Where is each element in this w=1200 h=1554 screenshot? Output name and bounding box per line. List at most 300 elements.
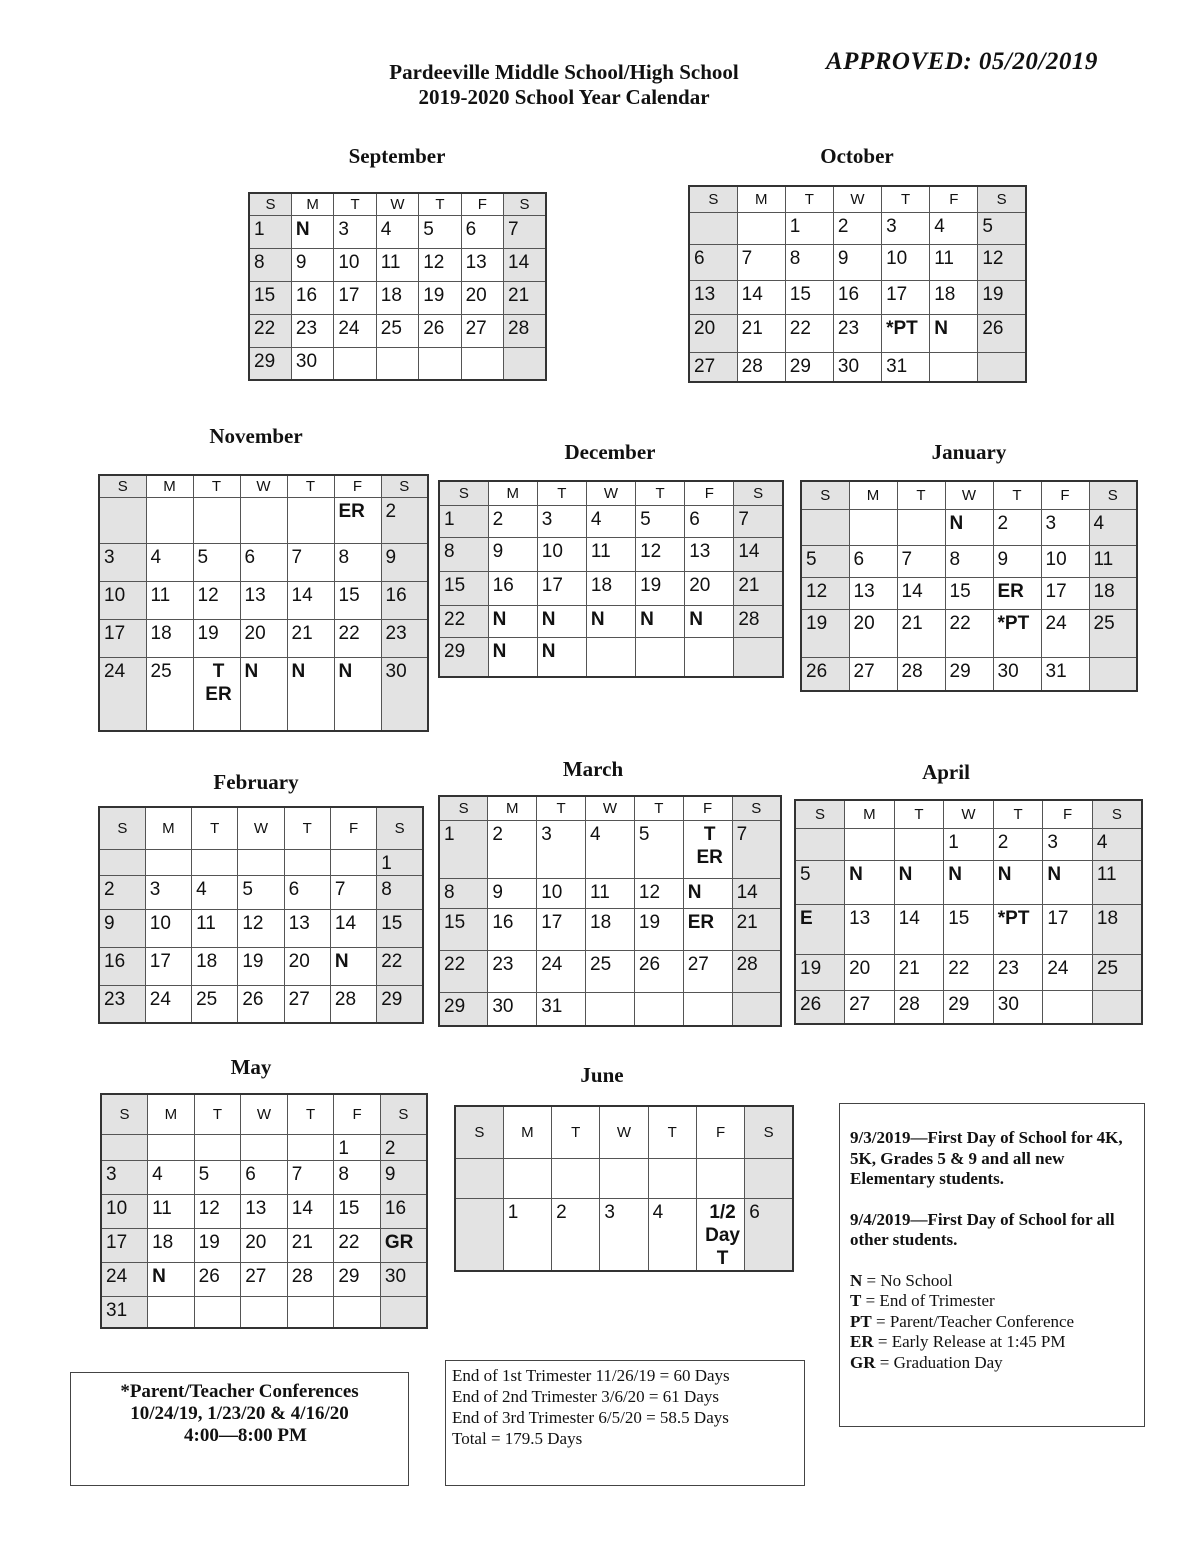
day-cell: 28 [737,352,785,382]
week-row [101,1228,427,1262]
day-header: W [944,800,994,828]
school-name: Pardeeville Middle School/High School [389,60,739,84]
day-cell: 3 [1043,828,1093,860]
day-header: M [488,481,537,505]
day-cell: 6 [849,545,897,577]
day-cell: 18 [586,571,635,605]
day-cell: 2 [99,875,145,909]
week-row [99,875,423,909]
day-cell: 2 [380,1134,427,1160]
day-header: W [600,1106,648,1158]
day-header: S [380,1094,427,1134]
week-row [99,909,423,947]
day-cell: 5 [419,215,461,248]
day-cell: 24 [537,950,586,992]
day-cell: 15 [334,581,381,619]
day-cell: 23 [99,985,145,1023]
day-cell: *PT [993,609,1041,657]
day-cell: 14 [732,878,781,908]
day-cell: 24 [101,1262,148,1296]
week-row [439,605,783,637]
day-header: S [795,800,845,828]
day-cell: 6 [689,244,737,280]
day-cell: 28 [734,605,783,637]
day-cell: 23 [833,314,881,352]
day-header: T [882,186,930,212]
day-cell [930,352,978,382]
day-cell: 3 [101,1160,148,1194]
day-cell: 26 [238,985,284,1023]
day-cell: 13 [284,909,330,947]
day-cell: 25 [146,657,193,731]
day-cell: 14 [504,248,546,281]
day-header: F [683,796,732,820]
day-cell: 3 [334,215,376,248]
day-cell: 17 [882,280,930,314]
day-header: T [419,193,461,215]
day-header: T [287,1094,334,1134]
day-cell: 24 [334,314,376,347]
day-cell: N [845,860,895,904]
day-cell [600,1158,648,1198]
first-day-note-1: 9/3/2019—First Day of School for 4K, 5K, Grades 5 & 9 and all new Elementary students. [850,1128,1123,1188]
day-cell: 21 [504,281,546,314]
day-cell: N [330,947,376,985]
day-header: S [978,186,1026,212]
day-header: F [1041,481,1089,509]
day-cell: 3 [537,505,586,537]
day-cell [148,1134,195,1160]
day-cell: 14 [287,1194,334,1228]
week-row [101,1160,427,1194]
day-cell [330,849,376,875]
day-cell: 3 [145,875,191,909]
day-cell: 28 [287,1262,334,1296]
day-cell: 16 [488,908,537,950]
day-cell: 25 [1092,954,1142,990]
day-cell: N [944,860,994,904]
day-cell: 17 [99,619,146,657]
legend-list [850,1271,1136,1374]
day-cell [696,1158,744,1198]
week-row [99,543,428,581]
day-header: W [241,1094,288,1134]
day-header: W [586,481,635,505]
day-cell: 20 [461,281,503,314]
day-cell: 24 [1041,609,1089,657]
week-row [439,537,783,571]
day-cell: 25 [376,314,418,347]
day-header: T [785,186,833,212]
week-row [99,947,423,985]
day-cell: 26 [978,314,1026,352]
day-cell: 18 [146,619,193,657]
day-cell: 18 [586,908,635,950]
week-row [801,577,1137,609]
school-year: 2019-2020 School Year Calendar [418,85,710,109]
week-row [101,1134,427,1160]
day-cell: 19 [978,280,1026,314]
day-cell: 3 [537,820,586,878]
day-cell: 15 [249,281,291,314]
day-cell: 8 [249,248,291,281]
day-cell: 14 [737,280,785,314]
day-header: S [99,807,145,849]
day-cell: T ER [193,657,240,731]
month-title-january: January [931,440,1007,464]
week-row [101,1262,427,1296]
day-cell: N [993,860,1043,904]
day-cell: 5 [795,860,845,904]
week-row [99,985,423,1023]
day-cell: 22 [945,609,993,657]
day-cell [146,497,193,543]
week-row [439,992,781,1026]
day-cell: 5 [634,820,683,878]
day-header: S [99,475,146,497]
month-title-october: October [820,144,894,168]
week-row [249,314,546,347]
day-cell: N [488,605,537,637]
calendar-november [98,474,429,732]
day-cell: 6 [745,1198,793,1271]
trimester-2-line: End of 2nd Trimester 3/6/20 = 61 Days [452,1387,719,1406]
day-cell [99,849,145,875]
day-cell: 15 [944,904,994,954]
day-cell: 10 [882,244,930,280]
day-cell: 9 [488,537,537,571]
day-header: S [101,1094,148,1134]
day-cell: ER [993,577,1041,609]
day-cell: 28 [504,314,546,347]
day-cell: 17 [537,908,586,950]
day-cell: 18 [1089,577,1137,609]
month-title-may: May [230,1055,272,1079]
day-cell: 8 [945,545,993,577]
week-row [439,908,781,950]
day-cell: 4 [1092,828,1142,860]
day-header: S [1089,481,1137,509]
day-cell: 28 [732,950,781,992]
day-cell [689,212,737,244]
day-cell: 1 [944,828,994,860]
day-cell: 31 [882,352,930,382]
day-cell: 16 [833,280,881,314]
day-cell: 10 [1041,545,1089,577]
week-row [795,954,1142,990]
legend-box [839,1103,1145,1427]
day-cell: 11 [586,878,635,908]
day-cell: 7 [287,543,334,581]
day-header: S [381,475,428,497]
legend-item-conference: PT = Parent/Teacher Conference [850,1311,1075,1331]
day-header: W [586,796,635,820]
day-cell: 15 [945,577,993,609]
day-cell [101,1134,148,1160]
day-header: F [461,193,503,215]
day-cell: 24 [1043,954,1093,990]
day-cell: 1/2 Day T [696,1198,744,1271]
day-cell: 8 [785,244,833,280]
day-cell: 21 [287,619,334,657]
calendar-january [800,480,1138,692]
day-cell: 16 [291,281,333,314]
day-cell: 10 [537,537,586,571]
day-cell: 9 [381,543,428,581]
day-cell: 14 [330,909,376,947]
day-cell [586,992,635,1026]
day-cell: 4 [586,505,635,537]
day-cell: N [685,605,734,637]
day-cell: 16 [380,1194,427,1228]
day-cell: 3 [600,1198,648,1271]
day-cell [586,637,635,677]
day-cell: 11 [146,581,193,619]
day-cell: *PT [993,904,1043,954]
day-cell: 20 [849,609,897,657]
day-cell: 23 [291,314,333,347]
day-cell: 7 [897,545,945,577]
day-cell: 7 [734,505,783,537]
day-cell: 19 [238,947,284,985]
day-cell: 28 [897,657,945,691]
day-cell: N [930,314,978,352]
day-cell: N [1043,860,1093,904]
day-cell: 30 [993,657,1041,691]
day-cell: 29 [439,637,488,677]
trimester-1-line: End of 1st Trimester 11/26/19 = 60 Days [452,1366,730,1385]
day-cell: 30 [381,657,428,731]
day-cell: 13 [849,577,897,609]
day-cell: 23 [488,950,537,992]
week-row [689,352,1026,382]
month-title-september: September [348,144,446,168]
day-cell: 29 [945,657,993,691]
day-header: M [503,1106,551,1158]
day-cell: 13 [461,248,503,281]
day-cell: 15 [334,1194,381,1228]
day-cell: 6 [240,543,287,581]
day-cell: 13 [241,1194,288,1228]
day-header-row [99,807,423,849]
day-cell: 11 [1092,860,1142,904]
day-cell: 9 [993,545,1041,577]
day-cell: 27 [461,314,503,347]
day-cell: 11 [586,537,635,571]
day-cell: N [334,657,381,731]
day-cell: GR [380,1228,427,1262]
day-cell: 29 [785,352,833,382]
day-cell: 9 [99,909,145,947]
day-cell: 31 [1041,657,1089,691]
day-cell [238,849,284,875]
day-cell: 9 [833,244,881,280]
day-header: T [287,475,334,497]
day-cell: 8 [439,878,488,908]
day-cell [148,1296,195,1328]
conferences-dates: 10/24/19, 1/23/20 & 4/16/20 [130,1403,349,1424]
day-cell: E [795,904,845,954]
week-row [689,280,1026,314]
day-header-row [689,186,1026,212]
day-cell [648,1158,696,1198]
day-header: W [945,481,993,509]
day-cell: 10 [99,581,146,619]
day-cell: 21 [732,908,781,950]
day-header-row [99,475,428,497]
day-cell [287,1134,334,1160]
week-row [249,347,546,380]
day-cell: 17 [537,571,586,605]
day-cell: 26 [801,657,849,691]
day-cell: 4 [148,1160,195,1194]
day-cell: 14 [287,581,334,619]
trimester-summary-box [445,1360,805,1486]
day-cell: 5 [801,545,849,577]
day-header: S [439,481,488,505]
month-title-february: February [213,770,299,794]
day-cell: 11 [376,248,418,281]
day-cell: N [287,657,334,731]
day-cell: N [945,509,993,545]
day-header: S [504,193,546,215]
day-cell [552,1158,600,1198]
legend-item-no-school: N = No School [850,1270,953,1290]
week-row [101,1296,427,1328]
day-cell: 3 [1041,509,1089,545]
day-cell: 9 [291,248,333,281]
day-cell: 5 [978,212,1026,244]
day-cell: T ER [683,820,732,878]
day-cell: 15 [439,571,488,605]
day-cell [145,849,191,875]
day-header: F [1043,800,1093,828]
calendar-april [794,799,1143,1025]
day-cell: 28 [894,990,944,1024]
day-header: T [537,481,586,505]
day-cell: 20 [845,954,895,990]
day-header: S [455,1106,503,1158]
day-cell [1089,657,1137,691]
day-cell: 9 [488,878,537,908]
day-cell [845,828,895,860]
day-cell [734,637,783,677]
day-header: M [146,475,193,497]
day-cell: 27 [689,352,737,382]
month-title-march: March [562,757,624,781]
month-title-december: December [564,440,656,464]
day-cell [685,637,734,677]
day-cell: 18 [192,947,238,985]
day-cell: N [537,637,586,677]
day-header: S [732,796,781,820]
day-cell: 1 [249,215,291,248]
day-header: T [897,481,945,509]
calendar-december [438,480,784,678]
calendar-october [688,185,1027,383]
day-cell [634,992,683,1026]
day-cell [192,849,238,875]
day-cell [419,347,461,380]
day-cell [284,849,330,875]
day-cell: 19 [636,571,685,605]
week-row [439,950,781,992]
day-cell: 23 [381,619,428,657]
month-title-june: June [580,1063,624,1087]
week-row [99,497,428,543]
day-cell: 26 [795,990,845,1024]
week-row [795,828,1142,860]
day-header-row [439,796,781,820]
day-cell: 22 [439,950,488,992]
legend-item-early-release: ER = Early Release at 1:45 PM [850,1332,1066,1351]
day-header: F [685,481,734,505]
day-header: F [696,1106,744,1158]
day-header: S [439,796,488,820]
day-cell: 27 [284,985,330,1023]
day-cell: 4 [192,875,238,909]
conferences-box [70,1372,409,1486]
day-cell: 2 [993,828,1043,860]
day-cell: 29 [944,990,994,1024]
day-cell: N [586,605,635,637]
day-header: T [192,807,238,849]
day-cell: 14 [894,904,944,954]
day-cell: 13 [845,904,895,954]
day-cell [194,1134,241,1160]
day-cell [455,1158,503,1198]
day-cell: 28 [330,985,376,1023]
total-days-line: Total = 179.5 Days [452,1429,583,1448]
day-cell: 22 [249,314,291,347]
week-row [99,657,428,731]
day-cell [683,992,732,1026]
day-cell [732,992,781,1026]
day-cell [334,347,376,380]
day-header: T [334,193,376,215]
day-cell: 22 [785,314,833,352]
day-cell: 31 [101,1296,148,1328]
day-cell [849,509,897,545]
day-cell [1043,990,1093,1024]
day-header-row [455,1106,793,1158]
day-cell: 21 [287,1228,334,1262]
day-cell: 1 [439,820,488,878]
day-cell: 5 [636,505,685,537]
day-cell: 27 [849,657,897,691]
day-cell: 19 [801,609,849,657]
day-header-row [795,800,1142,828]
day-cell: 1 [785,212,833,244]
day-cell: 12 [636,537,685,571]
day-header: S [249,193,291,215]
day-cell: 4 [930,212,978,244]
day-cell [240,497,287,543]
day-header: S [745,1106,793,1158]
day-cell: 21 [737,314,785,352]
day-cell [241,1296,288,1328]
day-cell [99,497,146,543]
day-cell: *PT [882,314,930,352]
day-cell: 2 [993,509,1041,545]
week-row [689,314,1026,352]
day-cell: ER [334,497,381,543]
week-row [249,215,546,248]
day-cell [194,1296,241,1328]
day-cell: 23 [993,954,1043,990]
day-cell: 30 [380,1262,427,1296]
week-row [801,509,1137,545]
